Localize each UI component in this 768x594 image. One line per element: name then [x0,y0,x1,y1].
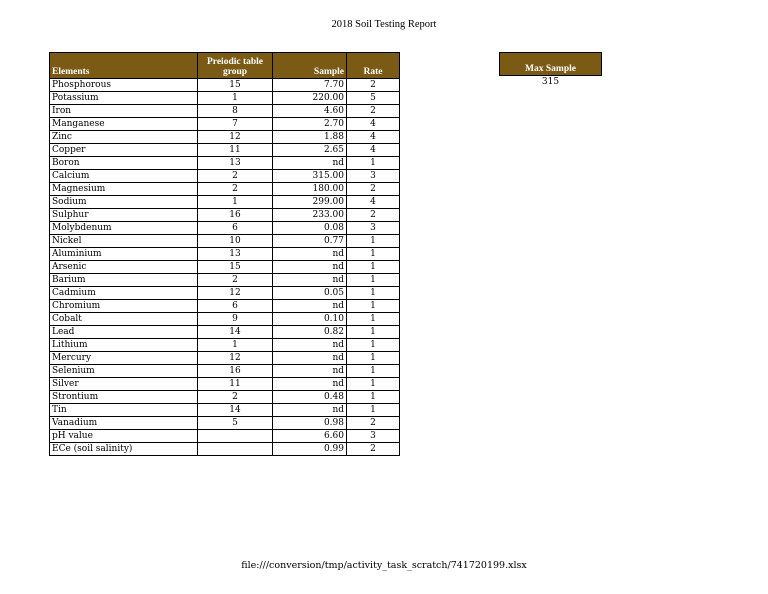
cell-group[interactable]: 12 [198,131,273,144]
cell-sample[interactable]: 315.00 [273,170,347,183]
cell-element[interactable]: Lead [50,326,198,339]
cell-rate[interactable]: 1 [347,261,400,274]
cell-group[interactable]: 6 [198,300,273,313]
cell-element[interactable]: Potassium [50,92,198,105]
report-title: 2018 Soil Testing Report [331,19,437,30]
cell-group[interactable]: 8 [198,105,273,118]
cell-rate[interactable]: 2 [347,183,400,196]
cell-sample[interactable]: 1.88 [273,131,347,144]
cell-rate[interactable]: 3 [347,222,400,235]
cell-rate[interactable]: 1 [347,274,400,287]
cell-sample[interactable]: 6.60 [273,430,347,443]
cell-element[interactable]: Tin [50,404,198,417]
table-row [50,235,400,248]
table-row [50,417,400,430]
cell-element[interactable]: Iron [50,105,198,118]
cell-rate[interactable]: 1 [347,313,400,326]
cell-rate[interactable]: 5 [347,92,400,105]
table-row [50,313,400,326]
cell-rate[interactable]: 1 [347,235,400,248]
cell-sample[interactable]: 0.77 [273,235,347,248]
max-sample-value[interactable]: 315 [541,77,560,87]
table-row [50,443,400,456]
footer-file-path: file:///conversion/tmp/activity_task_scratch/741720199.xlsx [241,560,527,571]
cell-element[interactable]: Cobalt [50,313,198,326]
cell-sample[interactable]: 220.00 [273,92,347,105]
cell-group[interactable]: 15 [198,261,273,274]
cell-rate[interactable]: 4 [347,144,400,157]
cell-rate[interactable]: 1 [347,248,400,261]
cell-group[interactable]: 14 [198,404,273,417]
cell-sample[interactable]: nd [273,157,347,170]
cell-element[interactable]: Boron [50,157,198,170]
cell-element[interactable]: Zinc [50,131,198,144]
cell-group[interactable] [198,430,273,443]
cell-sample[interactable]: 2.70 [273,118,347,131]
table-row [50,131,400,144]
table-row [50,170,400,183]
table-row [50,430,400,443]
cell-element[interactable]: Arsenic [50,261,198,274]
cell-group[interactable]: 1 [198,339,273,352]
cell-sample[interactable]: 2.65 [273,144,347,157]
cell-group[interactable]: 6 [198,222,273,235]
cell-sample[interactable]: 0.82 [273,326,347,339]
cell-element[interactable]: Barium [50,274,198,287]
cell-sample[interactable]: nd [273,339,347,352]
cell-group[interactable]: 12 [198,352,273,365]
cell-group[interactable]: 11 [198,378,273,391]
cell-sample[interactable]: 7.70 [273,79,347,92]
cell-rate[interactable]: 2 [347,105,400,118]
table-row [50,326,400,339]
cell-element[interactable]: Molybdenum [50,222,198,235]
cell-rate[interactable]: 4 [347,131,400,144]
cell-element[interactable]: Manganese [50,118,198,131]
table-row [50,391,400,404]
cell-element[interactable]: Calcium [50,170,198,183]
table-body [50,79,400,456]
cell-group[interactable]: 13 [198,248,273,261]
cell-sample[interactable]: 233.00 [273,209,347,222]
table-row [50,248,400,261]
table-row [50,144,400,157]
table-row [50,261,400,274]
table-row [50,365,400,378]
cell-element[interactable]: ECe (soil salinity) [50,443,198,456]
max-sample-box [499,52,602,88]
cell-element[interactable]: Sodium [50,196,198,209]
table-row [50,105,400,118]
cell-group[interactable]: 5 [198,417,273,430]
table-row [50,287,400,300]
cell-element[interactable]: Phosphorous [50,79,198,92]
cell-rate[interactable]: 1 [347,365,400,378]
cell-group[interactable]: 2 [198,183,273,196]
cell-element[interactable]: pH value [50,430,198,443]
table-row [50,92,400,105]
cell-rate[interactable]: 1 [347,378,400,391]
cell-sample[interactable]: 0.08 [273,222,347,235]
cell-rate[interactable]: 1 [347,391,400,404]
cell-rate[interactable]: 2 [347,443,400,456]
cell-group[interactable]: 10 [198,235,273,248]
header-periodic-group[interactable]: Preiodic table group [198,53,273,79]
cell-sample[interactable]: nd [273,378,347,391]
header-sample[interactable]: Sample [273,53,347,79]
cell-sample[interactable]: 299.00 [273,196,347,209]
table-row [50,404,400,417]
cell-group[interactable]: 14 [198,326,273,339]
cell-rate[interactable]: 1 [347,157,400,170]
cell-group[interactable]: 16 [198,209,273,222]
cell-group[interactable]: 1 [198,196,273,209]
header-rate[interactable]: Rate [347,53,400,79]
cell-rate[interactable]: 2 [347,209,400,222]
cell-rate[interactable]: 1 [347,352,400,365]
cell-group[interactable]: 1 [198,92,273,105]
cell-element[interactable]: Aluminium [50,248,198,261]
cell-rate[interactable]: 1 [347,326,400,339]
cell-element[interactable]: Copper [50,144,198,157]
table-row [50,157,400,170]
cell-sample[interactable]: 180.00 [273,183,347,196]
table-row [50,378,400,391]
cell-group[interactable]: 12 [198,287,273,300]
cell-element[interactable]: Lithium [50,339,198,352]
cell-rate[interactable]: 3 [347,170,400,183]
cell-rate[interactable]: 4 [347,196,400,209]
cell-element[interactable]: Selenium [50,365,198,378]
cell-rate[interactable]: 1 [347,339,400,352]
cell-group[interactable]: 16 [198,365,273,378]
cell-sample[interactable]: 0.98 [273,417,347,430]
cell-rate[interactable]: 1 [347,287,400,300]
cell-element[interactable]: Magnesium [50,183,198,196]
cell-sample[interactable]: 0.99 [273,443,347,456]
table-row [50,183,400,196]
cell-sample[interactable]: nd [273,261,347,274]
cell-sample[interactable]: 4.60 [273,105,347,118]
cell-element[interactable]: Nickel [50,235,198,248]
cell-group[interactable]: 13 [198,157,273,170]
cell-sample[interactable]: nd [273,352,347,365]
cell-sample[interactable]: nd [273,274,347,287]
cell-rate[interactable]: 2 [347,417,400,430]
table-row [50,118,400,131]
cell-rate[interactable]: 4 [347,118,400,131]
table-row [50,300,400,313]
table-row [50,222,400,235]
header-elements[interactable]: Elements [50,53,198,79]
cell-group[interactable]: 2 [198,391,273,404]
max-sample-header[interactable]: Max Sample [499,52,602,76]
cell-element[interactable]: Chromium [50,300,198,313]
cell-group[interactable]: 11 [198,144,273,157]
cell-group[interactable]: 15 [198,79,273,92]
table-header-row [50,53,400,79]
table-row [50,196,400,209]
cell-element[interactable]: Vanadium [50,417,198,430]
cell-sample[interactable]: nd [273,404,347,417]
cell-rate[interactable]: 3 [347,430,400,443]
cell-group[interactable]: 9 [198,313,273,326]
table-row [50,209,400,222]
cell-sample[interactable]: 0.10 [273,313,347,326]
table-row [50,339,400,352]
cell-sample[interactable]: nd [273,300,347,313]
cell-rate[interactable]: 2 [347,79,400,92]
cell-element[interactable]: Silver [50,378,198,391]
soil-test-table [49,52,400,456]
cell-element[interactable]: Cadmium [50,287,198,300]
cell-element[interactable]: Sulphur [50,209,198,222]
cell-sample[interactable]: nd [273,365,347,378]
cell-group[interactable]: 2 [198,274,273,287]
cell-sample[interactable]: 0.48 [273,391,347,404]
table-row [50,79,400,92]
cell-sample[interactable]: 0.05 [273,287,347,300]
cell-rate[interactable]: 1 [347,300,400,313]
cell-sample[interactable]: nd [273,248,347,261]
table-row [50,352,400,365]
cell-group[interactable]: 2 [198,170,273,183]
cell-element[interactable]: Mercury [50,352,198,365]
cell-group[interactable] [198,443,273,456]
cell-rate[interactable]: 1 [347,404,400,417]
cell-group[interactable]: 7 [198,118,273,131]
cell-element[interactable]: Strontium [50,391,198,404]
table-row [50,274,400,287]
